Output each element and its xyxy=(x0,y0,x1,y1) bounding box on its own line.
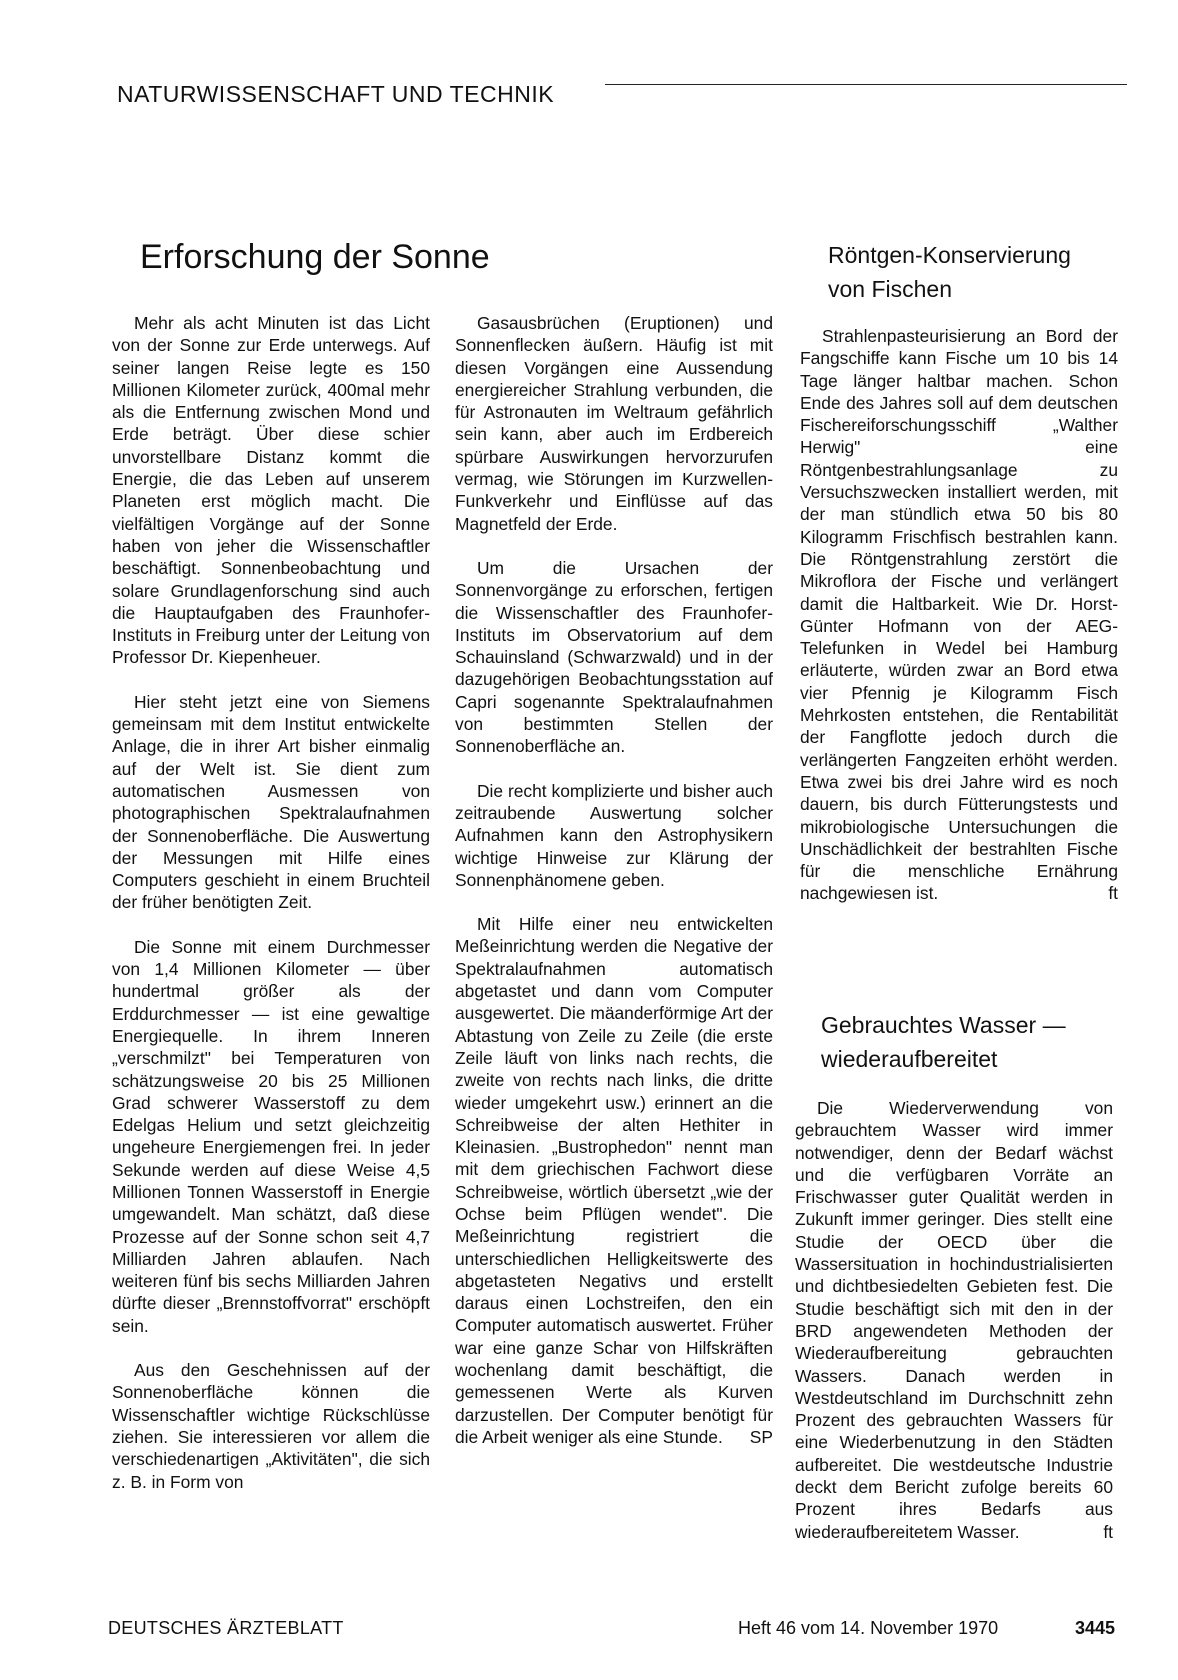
paragraph: Die Sonne mit einem Durchmesser von 1,4 Millionen Kilometer — über hundertmal größer als der Erddurchmesser — ist eine gewaltige Energiequelle. In ihrem Inneren „verschmilzt" bei Temperaturen von schätzungsweise 20 bis 25 Millionen Grad schwerer Wasserstoff zu dem Edelgas Helium und setzt gleichzeitig ungeheure Energiemengen frei. In jeder Sekunde werden auf diese Weise 4,5 Millionen Tonnen Wasserstoff in Energie umgewandelt. Man schätzt, daß diese Prozesse auf der Sonne schon seit 4,7 Milliarden Jahren ablaufen. Nach weiteren fünf bis sechs Milliarden Jahren dürfte dieser „Brennstoffvorrat" erschöpft sein. xyxy=(112,936,430,1336)
title-line: wiederaufbereitet xyxy=(821,1046,998,1072)
paragraph: Aus den Geschehnissen auf der Sonnenoberfläche können die Wissenschaftler wichtige Rückschlüsse ziehen. Sie interessieren vor allem die verschiedenartigen „Aktivitäten", die sich z. B. in Form von xyxy=(112,1360,430,1492)
article-column-1 xyxy=(112,312,430,1493)
paragraph xyxy=(455,913,773,1448)
sidebar-article-body xyxy=(795,1097,1113,1543)
paragraph xyxy=(795,1097,1113,1543)
paragraph-text: Die Wiederverwendung von gebrauchtem Wasser wird immer notwendiger, denn der Bedarf wächst und die verfügbaren Vorräte an Frischwasser guter Qualität werden in Zukunft immer geringer. Dies stellt eine Studie der OECD über die Wassersituation in hochindustrialisierten und dichtbesiedelten Gebieten fest. Die Studie beschäftigt sich mit den in der BRD angewendeten Methoden der Wiederaufbereitung gebrauchten Wassers. Danach werden in Westdeutschland im Durchschnitt zehn Prozent des gebrauchten Wassers für eine Wiederbenutzung in den Städten aufbereitet. Die westdeutsche Industrie deckt dem Bericht zufolge bereits 60 Prozent ihres Bedarfs aus wiederaufbereitetem Wasser. xyxy=(795,1098,1113,1542)
author-signature: SP xyxy=(749,1426,773,1447)
paragraph: Hier steht jetzt eine von Siemens gemeinsam mit dem Institut entwickelte Anlage, die in ihrer Art bisher einmalig auf der Welt ist. Sie dient zum automatischen Ausmessen von photographischen Spektralaufnahmen der Sonnenoberfläche. Die Auswertung der Messungen mit Hilfe eines Computers geschieht in einem Bruchteil der früher benötigten Zeit. xyxy=(112,691,430,913)
paragraph: Die recht komplizierte und bisher auch zeitraubende Auswertung solcher Aufnahmen kann den Astrophysikern wichtige Hinweise zur Klärung der Sonnenphänomene geben. xyxy=(455,780,773,890)
paragraph: Gasausbrüchen (Eruptionen) und Sonnenflecken äußern. Häufig ist mit diesen Vorgängen eine Aussendung energiereicher Strahlung verbunden, die für Astronauten im Weltraum gefährlich sein kann, aber auch im Erdbereich spürbare Auswirkungen hervorzurufen vermag, wie Störungen im Kurzwellen-Funkverkehr und Einflüsse auf das Magnetfeld der Erde. xyxy=(455,313,773,534)
sidebar-article-title xyxy=(828,238,1071,306)
page-number: 3445 xyxy=(1075,1618,1116,1638)
title-line: Röntgen-Konservierung xyxy=(828,242,1071,268)
article-column-2 xyxy=(455,312,773,1448)
article-title: Erforschung der Sonne xyxy=(140,238,490,276)
paragraph-text: Mit Hilfe einer neu entwickelten Meßeinrichtung werden die Negative der Spektralaufnahmen automatisch abgetastet und dann vom Computer ausgewertet. Die mäanderförmige Art der Abtastung von Zeile zu Zeile (die erste Zeile läuft von links nach rechts, die zweite von rechts nach links, die dritte wieder umgekehrt usw.) erinnert an die Schreibweise der alten Hethiter in Kleinasien. „Bustrophedon" nennt man mit dem griechischen Fachwort diese Schreibweise, wörtlich übersetzt „wie der Ochse beim Pflügen wendet". Die Meßeinrichtung registriert die unterschiedlichen Helligkeitswerte des abgetasteten Negativs und erstellt daraus einen Lochstreifen, den ein Computer automatisch auswertet. Früher war eine ganze Schar von Hilfskräften wochenlang damit beschäftigt, die gemessenen Werte als Kurven darzustellen. Der Computer benötigt für die Arbeit weniger als eine Stunde. xyxy=(455,914,774,1447)
sidebar-article-title xyxy=(821,1008,1066,1076)
journal-name: DEUTSCHES ÄRZTEBLATT xyxy=(108,1618,344,1638)
title-line: von Fischen xyxy=(828,276,953,302)
paragraph-text: Strahlenpasteurisierung an Bord der Fangschiffe kann Fische um 10 bis 14 Tage länger haltbar machen. Schon Ende des Jahres soll auf dem deutschen Fischereiforschungsschiff „Walther Herwig" eine Röntgenbestrahlungsanlage zu Versuchszwecken installiert werden, mit der man stündlich etwa 50 bis 80 Kilogramm Frischfisch bestrahlen kann. Die Röntgenstrahlung zerstört die Mikroflora der Fische und verlängert damit die Haltbarkeit. Wie Dr. Horst-Günter Hofmann von der AEG-Telefunken in Wedel bei Hamburg erläuterte, würden zwar an Bord etwa vier Pfennig je Kilogramm Fisch Mehrkosten entstehen, die Rentabilität der Fangflotte jedoch durch die verlängerten Fangzeiten erhöht werden. Etwa zwei bis drei Jahre wird es noch dauern, bis durch Fütterungstests und mikrobiologische Untersuchungen die Unschädlichkeit der bestrahlten Fische für die menschliche Ernährung nachgewiesen ist. xyxy=(800,326,1118,904)
sidebar-article-body xyxy=(800,325,1118,905)
author-signature: ft xyxy=(1103,1521,1113,1542)
issue-info: Heft 46 vom 14. November 1970 xyxy=(738,1618,999,1638)
header-rule xyxy=(605,84,1127,85)
paragraph xyxy=(800,325,1118,905)
section-header: NATURWISSENSCHAFT UND TECHNIK xyxy=(117,81,555,107)
paragraph: Mehr als acht Minuten ist das Licht von der Sonne zur Erde unterwegs. Auf seiner langen Reise legte es 150 Millionen Kilometer zurück, 400mal mehr als die Entfernung zwischen Mond und Erde beträgt. Über diese schier unvorstellbare Distanz kommt die Energie, die das Leben auf unserem Planeten erst möglich macht. Die vielfältigen Vorgänge auf der Sonne haben von jeher die Wissenschaftler beschäftigt. Sonnenbeobachtung und solare Grundlagenforschung sind auch die Hauptaufgaben des Fraunhofer-Instituts in Freiburg unter der Leitung von Professor Dr. Kiepenheuer. xyxy=(112,313,430,668)
title-line: Gebrauchtes Wasser — xyxy=(821,1012,1066,1038)
paragraph: Um die Ursachen der Sonnenvorgänge zu erforschen, fertigen die Wissenschaftler des Fraunhofer-Instituts im Observatorium auf dem Schauinsland (Schwarzwald) und in der dazugehörigen Beobachtungsstation auf Capri sogenannte Spektralaufnahmen von bestimmten Stellen der Sonnenoberfläche an. xyxy=(455,557,773,757)
author-signature: ft xyxy=(1108,883,1118,904)
